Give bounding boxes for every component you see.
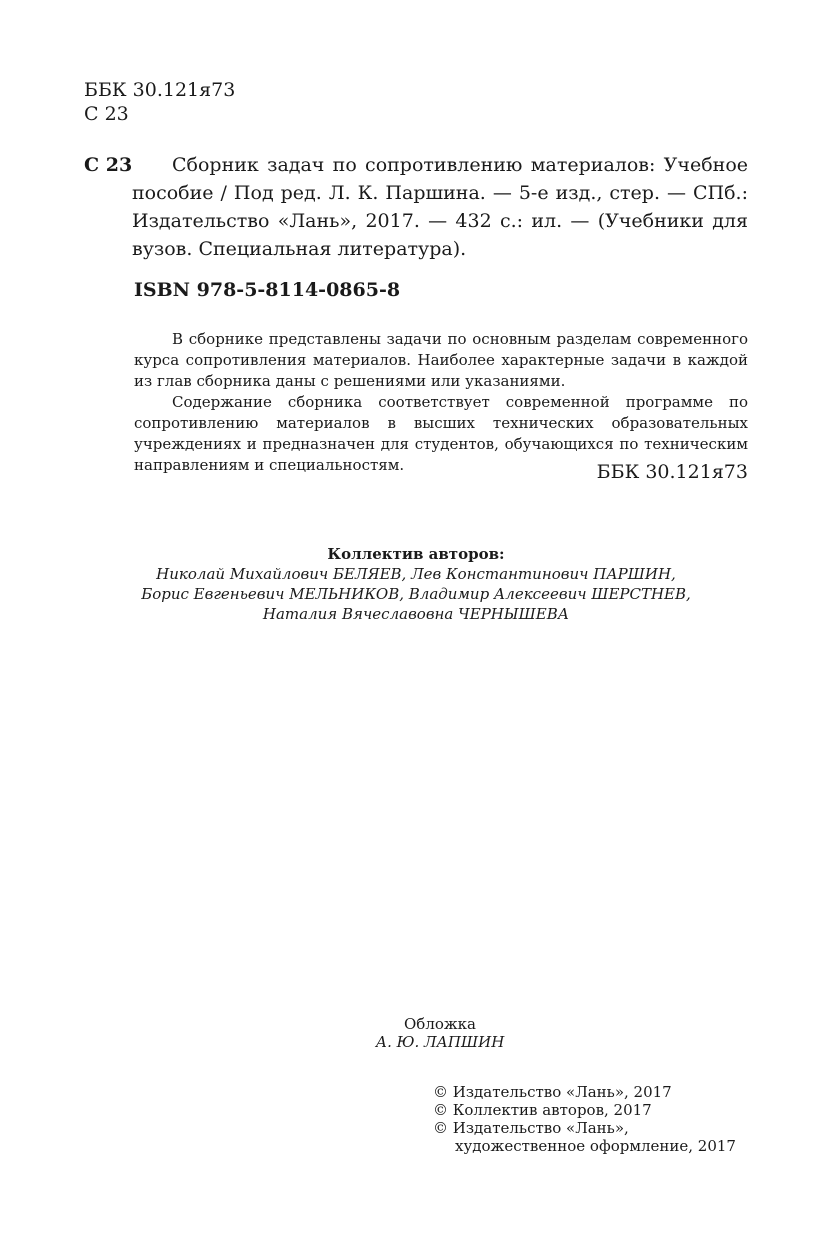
bbk-classification-top [84, 78, 235, 126]
bbk-classification-right: ББК 30.121я73 [596, 461, 748, 483]
cover-credit [300, 1015, 580, 1051]
authors-line: Николай Михайлович БЕЛЯЕВ, Лев Константинович ПАРШИН, [156, 565, 676, 583]
copyright-line: © Коллектив авторов, 2017 [433, 1101, 652, 1119]
copyright-block [433, 1083, 736, 1155]
isbn: ISBN 978-5-8114-0865-8 [134, 279, 401, 301]
authors-line: Борис Евгеньевич МЕЛЬНИКОВ, Владимир Алексеевич ШЕРСТНЕВ, [141, 585, 691, 603]
copyright-line: художественное оформление, 2017 [455, 1137, 736, 1155]
annotation [134, 329, 748, 476]
entry-description-text: Сборник задач по сопротивлению материалов: Учебное пособие / Под ред. Л. К. Паршина. — 5-е изд., стер. — СПб.: Издательство «Лань», 2017. — 432 с.: ил. — (Учебники для вузов. Специальная литература). [132, 154, 748, 260]
bbk-code: ББК 30.121я73 [84, 79, 236, 101]
annotation-paragraph: В сборнике представлены задачи по основным разделам современного курса сопротивления материалов. Наиболее характерные задачи в каждой из глав сборника даны с решениями или указаниями. [134, 330, 748, 390]
authors-heading: Коллектив авторов: [327, 545, 505, 563]
entry-description [132, 151, 748, 263]
cover-designer: А. Ю. ЛАПШИН [375, 1033, 505, 1051]
copyright-line: © Издательство «Лань», 2017 [433, 1083, 672, 1101]
annotation-paragraph: Содержание сборника соответствует современной программе по сопротивлению материалов в высших технических образовательных учреждениях и предназначен для студентов, обучающихся по техническим направлениям и специальностям. [134, 393, 748, 474]
bibliographic-entry [84, 151, 748, 263]
cover-label: Обложка [403, 1015, 476, 1033]
authors-line: Наталия Вячеславовна ЧЕРНЫШЕВА [262, 605, 570, 623]
entry-code: С 23 [84, 154, 133, 176]
author-mark: С 23 [84, 103, 129, 125]
authors-block [84, 544, 748, 624]
copyright-line: © Издательство «Лань», [433, 1119, 629, 1137]
